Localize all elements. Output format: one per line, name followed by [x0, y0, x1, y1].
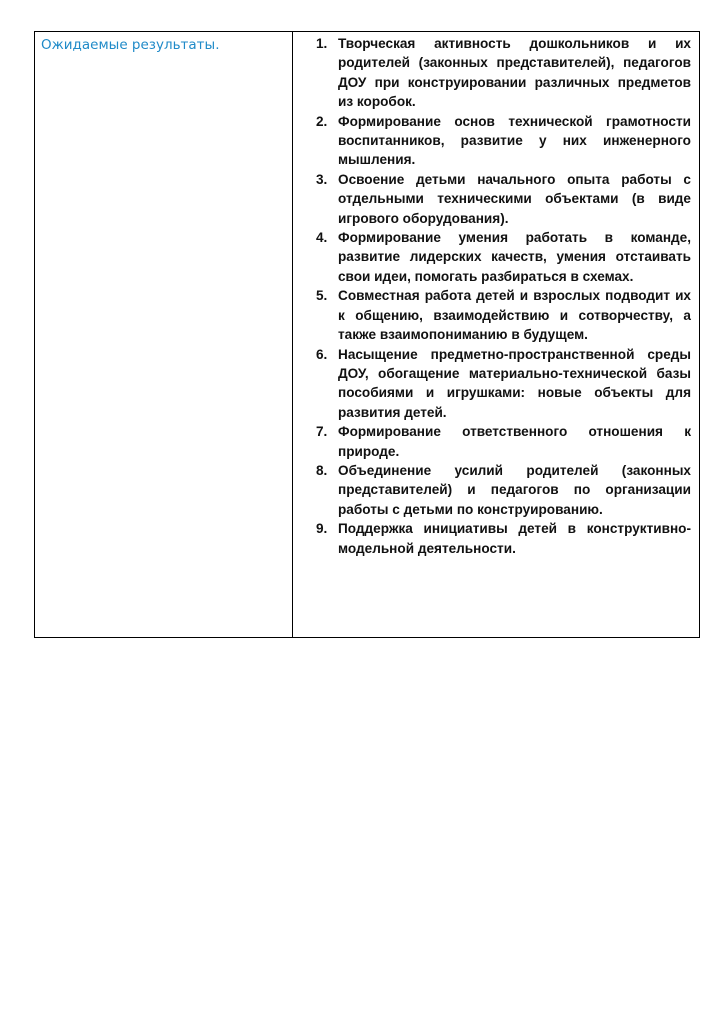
- list-item: [316, 461, 691, 519]
- list-item: [316, 422, 691, 461]
- list-item-number: 7.: [316, 424, 328, 440]
- list-item-text: Объединение усилий родителей (законных представителей) и педагогов по организации работы с детьми по конструированию.: [338, 462, 691, 517]
- list-item-number: 6.: [316, 346, 328, 362]
- list-item-number: 5.: [316, 288, 328, 304]
- list-item-number: 9.: [316, 521, 328, 537]
- list-item-text: Освоение детьми начального опыта работы с отдельными техническими объектами (в виде игрового оборудования).: [338, 171, 691, 226]
- list-item: [316, 345, 691, 423]
- results-list: [293, 32, 699, 558]
- list-item: [316, 286, 691, 344]
- list-item-number: 2.: [316, 113, 328, 129]
- list-item-number: 1.: [316, 36, 328, 51]
- list-item: [316, 112, 691, 170]
- left-cell: [35, 32, 293, 638]
- list-item-text: Формирование умения работать в команде, развитие лидерских качеств, умения отстаивать свои идеи, помогать разбираться в схемах.: [338, 230, 691, 284]
- list-item: [316, 228, 691, 286]
- list-item: [316, 34, 691, 112]
- list-item-text: Совместная работа детей и взрослых подводит их к общению, взаимодействию и сотворчеству, а также взаимопониманию в будущем.: [338, 288, 691, 343]
- list-item-text: Формирование ответственного отношения к природе.: [338, 424, 691, 459]
- expected-results-label: Ожидаемые результаты.: [41, 37, 220, 53]
- list-item: [316, 170, 691, 228]
- list-item-text: Насыщение предметно-пространственной среды ДОУ, обогащение материально-технической базы пособиями и игрушками: новые объекты для развития детей.: [338, 346, 691, 420]
- right-cell: [293, 32, 700, 638]
- list-item: [316, 519, 691, 558]
- list-item-text: Поддержка инициативы детей в конструктивно-модельной деятельности.: [338, 521, 691, 556]
- list-item-number: 4.: [316, 230, 328, 246]
- list-item-text: Формирование основ технической грамотности воспитанников, развитие у них инженерного мышления.: [338, 113, 691, 168]
- list-item-text: Творческая активность дошкольников и их родителей (законных представителей), педагогов ДОУ при конструировании различных предметов из коробок.: [338, 36, 691, 110]
- list-item-number: 8.: [316, 462, 328, 478]
- table-row: [35, 32, 700, 638]
- list-item-number: 3.: [316, 171, 328, 187]
- results-table: [34, 31, 700, 638]
